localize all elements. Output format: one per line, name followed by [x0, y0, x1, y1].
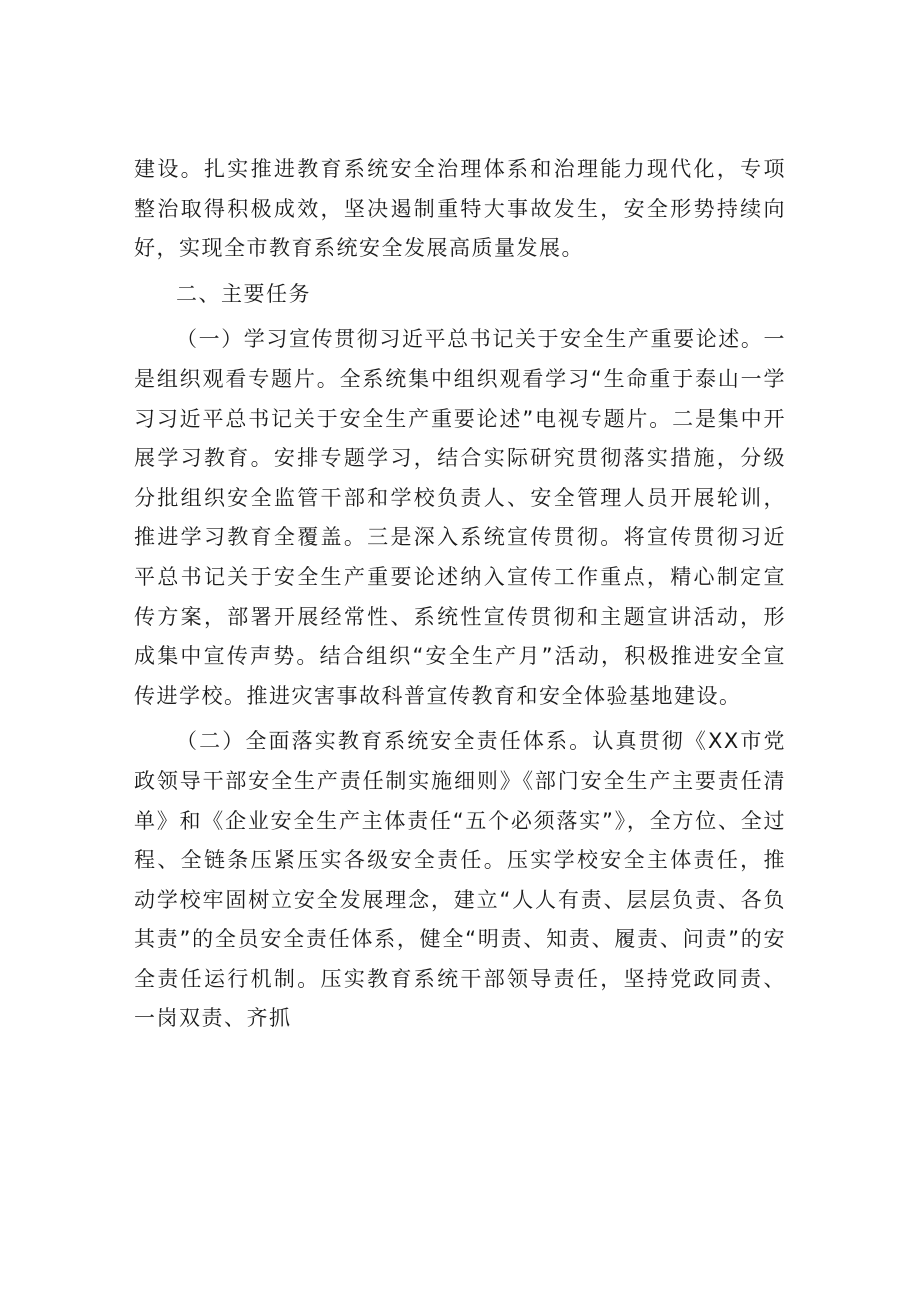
paragraph-task-2: （二）全面落实教育系统安全责任体系。认真贯彻《XX市党政领导干部安全生产责任制实施细则》《部门安全生产主要责任清单》和《企业安全生产主体责任“五个必须落实”》，全方位、全过程、全链条压紧压实各级安全责任。压实学校安全主体责任，推动学校牢固树立安全发展理念，建立“人人有责、层层负责、各负其责”的全员安全责任体系，健全“明责、知责、履责、问责”的安全责任运行机制。压实教育系统干部领导责任，坚持党政同责、一岗双责、齐抓 — [134, 729, 786, 1031]
document-body — [134, 150, 786, 1039]
paragraph-task-1: （一）学习宣传贯彻习近平总书记关于安全生产重要论述。一是组织观看专题片。全系统集中组织观看学习“生命重于泰山一学习习近平总书记关于安全生产重要论述”电视专题片。二是集中开展学习教育。安排专题学习，结合实际研究贯彻落实措施，分级分批组织安全监管干部和学校负责人、安全管理人员开展轮训，推进学习教育全覆盖。三是深入系统宣传贯彻。将宣传贯彻习近平总书记关于安全生产重要论述纳入宣传工作重点，精心制定宣传方案，部署开展经常性、系统性宣传贯彻和主题宣讲活动，形成集中宣传声势。结合组织“安全生产月”活动，积极推进安全宣传进学校。推进灾害事故科普宣传教育和安全体验基地建设。 — [134, 327, 786, 708]
paragraph-intro-continuation: 建设。扎实推进教育系统安全治理体系和治理能力现代化，专项整治取得积极成效，坚决遏制重特大事故发生，安全形势持续向好，实现全市教育系统安全发展高质量发展。 — [134, 157, 786, 261]
section-heading-main-tasks: 二、主要任务 — [176, 281, 311, 306]
